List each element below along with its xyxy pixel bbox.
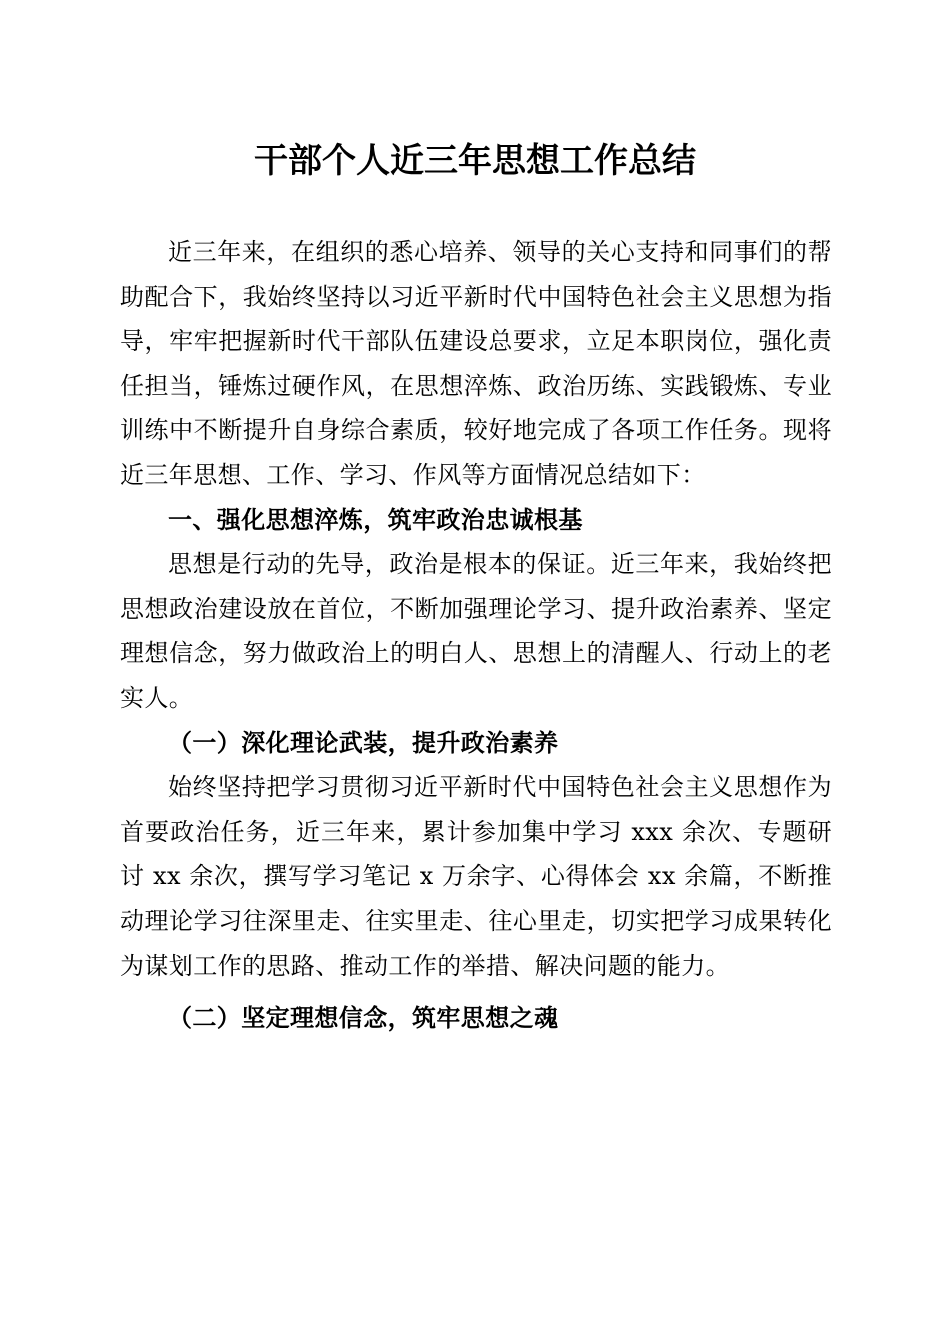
document-title: 干部个人近三年思想工作总结 xyxy=(254,141,696,181)
subsection-heading-2: （二）坚定理想信念，筑牢思想之魂 xyxy=(168,1003,559,1033)
subsection-1-paragraph: 始终坚持把学习贯彻习近平新时代中国特色社会主义思想作为首要政治任务，近三年来，累计参加集中学习 xxx 余次、专题研讨 xx 余次，撰写学习笔记 x 万余字、心得体会 xx 余篇，不断推动理论学习往深里走、往实里走、往心里走，切实把学习成果转化为谋划工作的思路、推动工作的举措、解决问题的能力。 xyxy=(120,773,832,980)
intro-paragraph: 近三年来，在组织的悉心培养、领导的关心支持和同事们的帮助配合下，我始终坚持以习近平新时代中国特色社会主义思想为指导，牢牢把握新时代干部队伍建设总要求，立足本职岗位，强化责任担当，锤炼过硬作风，在思想淬炼、政治历练、实践锻炼、专业训练中不断提升自身综合素质，较好地完成了各项工作任务。现将近三年思想、工作、学习、作风等方面情况总结如下： xyxy=(120,238,832,489)
subsection-heading-1: （一）深化理论武装，提升政治素养 xyxy=(168,727,559,757)
document-body xyxy=(120,230,832,1041)
section-heading-1: 一、强化思想淬炼，筑牢政治忠诚根基 xyxy=(168,505,583,534)
section-1-paragraph: 思想是行动的先导，政治是根本的保证。近三年来，我始终把思想政治建设放在首位，不断加强理论学习、提升政治素养、坚定理想信念，努力做政治上的明白人、思想上的清醒人、行动上的老实人。 xyxy=(120,550,832,712)
